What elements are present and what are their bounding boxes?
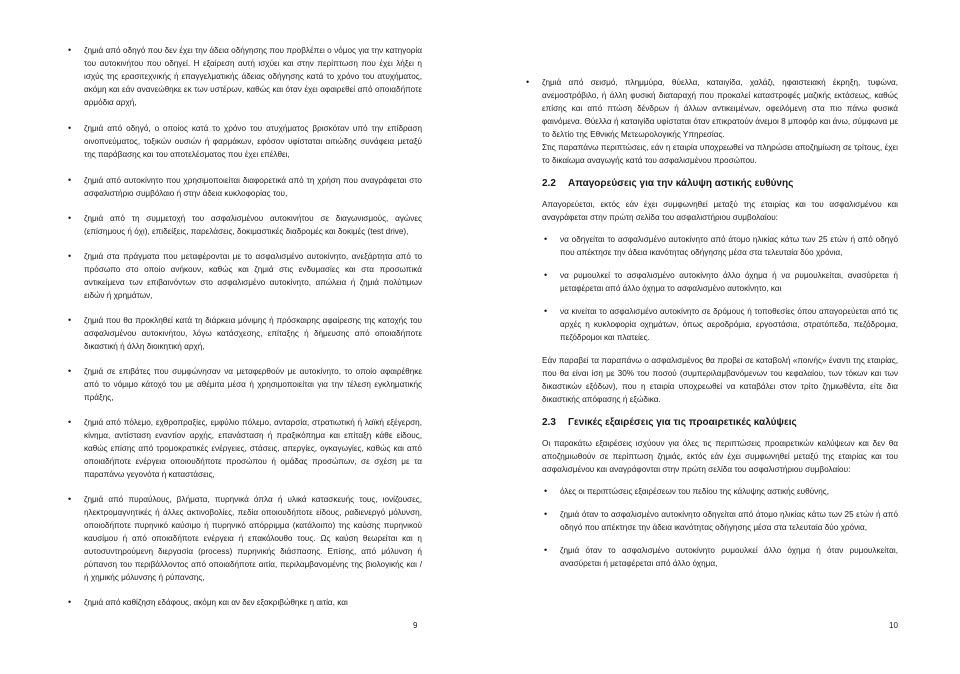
- section-title: Απαγορεύσεις για την κάλυψη αστικής ευθύνης: [568, 178, 794, 189]
- list-item: • ζημιά όταν το ασφαλισμένο αυτοκίνητο ρυμουλκεί άλλο όχημα ή όταν ρυμουλκείται, ανασύρεται ή μεταφέρεται από άλλο όχημα,: [560, 544, 898, 570]
- penalty-paragraph: Εάν παραβεί τα παραπάνω ο ασφαλισμένος θα προβεί σε καταβολή «ποινής» έναντι της εταιρίας, που θα είναι ίση με 30% του ποσού (συμπεριλαμβανόμενων του κεφαλαίου, των τόκων και των δικαστικών εξόδων), που η εταιρία υποχρεωθεί να καταβάλει στον τρίτο ζημιωθέντα, είτε δια δικαστικής απόφασης ή εξώδικα.: [542, 356, 898, 404]
- list-item: • ζημιά που θα προκληθεί κατά τη διάρκεια μόνιμης ή πρόσκαιρης αφαίρεσης της κατοχής του ασφαλισμένου αυτοκινήτου, λόγω κατάσχεσης, επίταξης ή δήμευσης από οποιαδήποτε δικαστική ή άλλη διοικητική αρχή,: [84, 314, 422, 353]
- list-item: • ζημιά από σεισμό, πλημμύρα, θύελλα, καταιγίδα, χαλάζι, ηφαιστειακή έκρηξη, τυφώνα, ανεμοστρόβιλο, ή άλλη φυσική διαταραχή που προκαλεί καταστροφές μαζικής εκτάσεως, καθώς επίσης και από πτώση δένδρων ή άλλων αντικειμένων, οφειλόμενη στα πιο πάνω φυσικά φαινόμενα. Θύελλα ή καταιγίδα υφίσταται όταν επικρατούν άνεμοι 8 μποφόρ και άνω, σύμφωνα με το δελτίο της Εθνικής Μετεωρολογικής Υπηρεσίας.: [542, 76, 898, 141]
- page-number: 10: [889, 621, 898, 630]
- exclusions-list-continued: [542, 76, 898, 141]
- list-item: • ζημιά από καθίζηση εδάφους, ακόμη και αν δεν εξακριβώθηκε η αιτία, και: [84, 596, 422, 609]
- section-number: 2.2: [542, 178, 556, 189]
- section-number: 2.3: [542, 417, 556, 428]
- recourse-paragraph: Στις παραπάνω περιπτώσεις, εάν η εταιρία υποχρεωθεί να πληρώσει αποζημίωση σε τρίτους, έχει το δικαίωμα αναγωγής κατά του ασφαλισμένου προσώπου.: [542, 143, 898, 165]
- right-page-text: [542, 76, 898, 580]
- exclusions-list: [84, 44, 422, 609]
- prohibitions-list: [560, 233, 898, 344]
- list-item: • ζημιά στα πράγματα που μεταφέρονται με το ασφαλισμένο αυτοκίνητο, ανεξάρτητα από το πρόσωπο στο οποίο ανήκουν, καθώς και ζημιά στις ενδυμασίες και στα προσωπικά αντικείμενα των επιβαινόντων στο ασφαλισμένο αυτοκίνητο, απώλεια ή ζημιά πολύτιμων ειδών ή χρημάτων,: [84, 250, 422, 302]
- left-page-text: [84, 44, 422, 621]
- general-exclusions-list: [560, 485, 898, 570]
- list-item: • ζημιά από αυτοκίνητο που χρησιμοποιείται διαφορετικά από τη χρήση που αναγράφεται στο ασφαλιστήριο συμβόλαιο ή στην άδεια κυκλοφορίας του,: [84, 174, 422, 200]
- section-intro: Οι παρακάτω εξαιρέσεις ισχύουν για όλες τις περιπτώσεις προαιρετικών καλύψεων και δεν θα αποζημιωθούν σε περίπτωση ζημιάς, εκτός εάν έχει συμφωνηθεί μεταξύ της εταιρίας και του ασφαλισμένου και αναγράφονται στην πρώτη σελίδα του ασφαλιστήριου συμβολαίου:: [542, 439, 898, 474]
- section-title: Γενικές εξαιρέσεις για τις προαιρετικές καλύψεις: [568, 417, 797, 428]
- page-number: 9: [413, 621, 418, 630]
- list-item: • να οδηγείται το ασφαλισμένο αυτοκίνητο από άτομο ηλικίας κάτω των 25 ετών ή από οδηγό που απέκτησε την άδεια ικανότητας οδήγησης μέσα στα τελευταία δύο χρόνια,: [560, 233, 898, 259]
- list-item: • ζημιά από τη συμμετοχή του ασφαλισμένου αυτοκινήτου σε διαγωνισμούς, αγώνες (επίσημους ή όχι), επιδείξεις, παρελάσεις, δοκιμαστικές διαδρομές και δοκιμές (test drive),: [84, 212, 422, 238]
- section-heading-2-2: [542, 177, 898, 190]
- list-item: • ζημιά από πόλεμο, εχθροπραξίες, εμφύλιο πόλεμο, ανταρσία, στρατιωτική ή λαϊκή εξέγερση, κίνημα, αντίσταση εναντίον αρχής, επανάσταση ή πραξικόπημα και επίταξη κάθε είδους, καθώς επίσης από τρομοκρατικές ενέργειες, στάσεις, απεργίες, ογκαγωγίες, καθώς και από οποιαδήποτε ενέργεια οποιουδήποτε προσώπου ή ομάδας προσώπων, σε σχέση με τα παραπάνω γεγονότα ή καταστάσεις,: [84, 416, 422, 481]
- list-item: • ζημιά σε επιβάτες που συμφώνησαν να μεταφερθούν με αυτοκίνητο, το οποίο αφαιρέθηκε από το νόμιμο κάτοχό του με αθέμιτα μέσα ή χρησιμοποιείται για την τέλεση εγκληματικής πράξης,: [84, 365, 422, 404]
- list-item: • ζημιά από οδηγό που δεν έχει την άδεια οδήγησης που προβλέπει ο νόμος για την κατηγορία του αυτοκινήτου που οδηγεί. Η εξαίρεση αυτή ισχύει και στην περίπτωση που έχει λήξει η ισχύς της ερασιτεχνικής ή επαγγελματικής άδειας οδήγησης κατά το χρόνο του ατυχήματος, ακόμη και εάν ανανεώθηκε εκ των υστέρων, καθώς και όταν έχει αφαιρεθεί από οποιαδήποτε αρμόδια αρχή,: [84, 44, 422, 109]
- list-item: • ζημιά από οδηγό, ο οποίος κατά το χρόνο του ατυχήματος βρισκόταν υπό την επίδραση οινοπνεύματος, τοξικών ουσιών ή φαρμάκων, εφόσον υφίσταται αιτιώδης συνάφεια μεταξύ της παράβασης και του αποτελέσματος που έχει επέλθει,: [84, 122, 422, 161]
- page-right: [480, 0, 960, 674]
- list-item: • ζημιά από πυραύλους, βλήματα, πυρηνικά όπλα ή υλικά κατασκευής τους, ιονίζουσες, ηλεκτρομαγνητικές ή άλλες ακτινοβολίες, πεδία οποιουδήποτε είδους, ραδιενεργό μόλυνση, οποιοδήποτε πυρηνικό καύσιμο ή πυρηνικό απόρριμμα (κατάλοιπο) της καύσης πυρηνικού καυσίμου ή από οποιαδήποτε ενέργεια ή επακόλουθο τους. Ως καύση θεωρείται και η αυτοσυντηρούμενη διεργασία (process) πυρηνικής διάσπασης. Επίσης, από μόλυνση ή ρύπανση του περιβάλλοντος από οποιαδήποτε αιτία, περιλαμβανομένης της βιολογικής και / ή χημικής μόλυνσης ή ρύπανσης,: [84, 493, 422, 584]
- list-item: • να κινείται το ασφαλισμένο αυτοκίνητο σε δρόμους ή τοποθεσίες όπου απαγορεύεται από τις αρχές η κυκλοφορία οχημάτων, όπως αεροδρόμια, εργοστάσια, στρατόπεδα, πεζόδρομια, πεζόδρομοι και πλατείες.: [560, 305, 898, 344]
- section-heading-2-3: [542, 416, 898, 429]
- list-item: • να ρυμουλκεί το ασφαλισμένο αυτοκίνητο άλλο όχημα ή να ρυμουλκείται, ανασύρεται ή μεταφέρεται από άλλο όχημα το ασφαλισμένο αυτοκίνητο, και: [560, 269, 898, 295]
- section-intro: Απαγορεύεται, εκτός εάν έχει συμφωνηθεί μεταξύ της εταιρίας και του ασφαλισμένου και αναγράφεται στην πρώτη σελίδα του ασφαλιστήριου συμβολαίου:: [542, 200, 898, 222]
- list-item: • ζημιά όταν το ασφαλισμένο αυτοκίνητο οδηγείται από άτομο ηλικίας κάτω των 25 ετών ή από οδηγό που απέκτησε την άδεια ικανότητας οδήγησης μέσα στα τελευταία δύο χρόνια,: [560, 508, 898, 534]
- list-item: • όλες οι περιπτώσεις εξαιρέσεων του πεδίου της κάλυψης αστικής ευθύνης,: [560, 485, 898, 498]
